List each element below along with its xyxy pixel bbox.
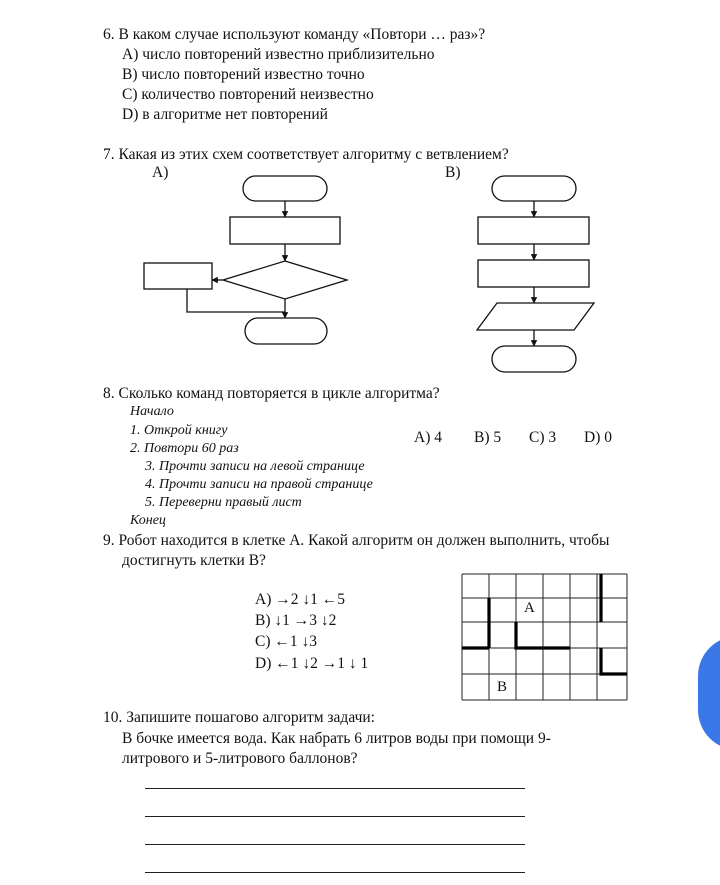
answer-line-1[interactable] — [145, 788, 525, 789]
q8-answer-b: B) 5 — [474, 429, 502, 446]
flowchart-b — [477, 176, 594, 372]
q7-label-a: А) — [152, 164, 169, 181]
q8-algo-step-3: 3. Прочти записи на левой странице — [145, 459, 365, 474]
grid-cell-b-label: B — [497, 679, 508, 695]
q6-option-d: D) в алгоритме нет повторений — [122, 106, 328, 123]
flowchart-a-decision — [223, 261, 347, 299]
q6-option-b: B) число повторений известно точно — [122, 66, 365, 83]
flowchart-b-process-1 — [478, 217, 589, 244]
q7-question: 7. Какая из этих схем соответствует алгоритму с ветвлением? — [103, 146, 509, 163]
flowchart-a-process — [230, 217, 340, 244]
q8-algo-start: Начало — [130, 404, 174, 419]
grid-cell-a-label: A — [524, 600, 535, 616]
q10-task-line2: литрового и 5-литрового баллонов? — [122, 750, 358, 767]
q8-algo-step-5: 5. Переверни правый лист — [145, 495, 302, 510]
q9-option-d: D) ←1 ↓2 →1 ↓ 1 — [255, 655, 369, 672]
q9-question-line2: достигнуть клетки В? — [122, 552, 266, 569]
q9-option-b: B) ↓1 →3 ↓2 — [255, 612, 337, 629]
robot-grid-walls — [462, 574, 627, 674]
q7-label-b: В) — [445, 164, 461, 181]
q8-answer-a: A) 4 — [414, 429, 442, 446]
flowchart-a-end — [245, 318, 327, 344]
q8-algo-end: Конец — [130, 513, 166, 528]
flowchart-a-branch — [144, 263, 212, 289]
answer-line-2[interactable] — [145, 816, 525, 817]
flowchart-a-start — [243, 176, 327, 201]
q6-question: 6. В каком случае используют команду «Повтори … раз»? — [103, 26, 486, 43]
q8-answer-c: C) 3 — [529, 429, 557, 446]
robot-grid — [462, 574, 627, 700]
q6-option-a: A) число повторений известно приблизительно — [122, 46, 435, 63]
flowchart-a — [144, 176, 347, 344]
answer-line-4[interactable] — [145, 872, 525, 873]
q8-algo-step-2: 2. Повтори 60 раз — [130, 441, 239, 456]
q9-option-a: A) →2 ↓1 ←5 — [255, 591, 345, 608]
q8-algo-step-1: 1. Открой книгу — [130, 423, 228, 438]
flowchart-b-process-2 — [478, 260, 589, 287]
q8-question: 8. Сколько команд повторяется в цикле алгоритма? — [103, 385, 440, 402]
q9-question-line1: 9. Робот находится в клетке А. Какой алгоритм он должен выполнить, чтобы — [103, 532, 610, 549]
q10-task-line1: В бочке имеется вода. Как набрать 6 литров воды при помощи 9- — [122, 730, 551, 747]
q8-algo-step-4: 4. Прочти записи на правой странице — [145, 477, 373, 492]
flowchart-b-start — [492, 176, 576, 201]
answer-line-3[interactable] — [145, 844, 525, 845]
flowchart-b-end — [492, 346, 576, 372]
q9-option-c: C) ←1 ↓3 — [255, 633, 317, 650]
q8-answer-d: D) 0 — [584, 429, 612, 446]
q6-option-c: C) количество повторений неизвестно — [122, 86, 374, 103]
q10-question: 10. Запишите пошагово алгоритм задачи: — [103, 709, 375, 726]
flowchart-b-io — [477, 303, 594, 330]
